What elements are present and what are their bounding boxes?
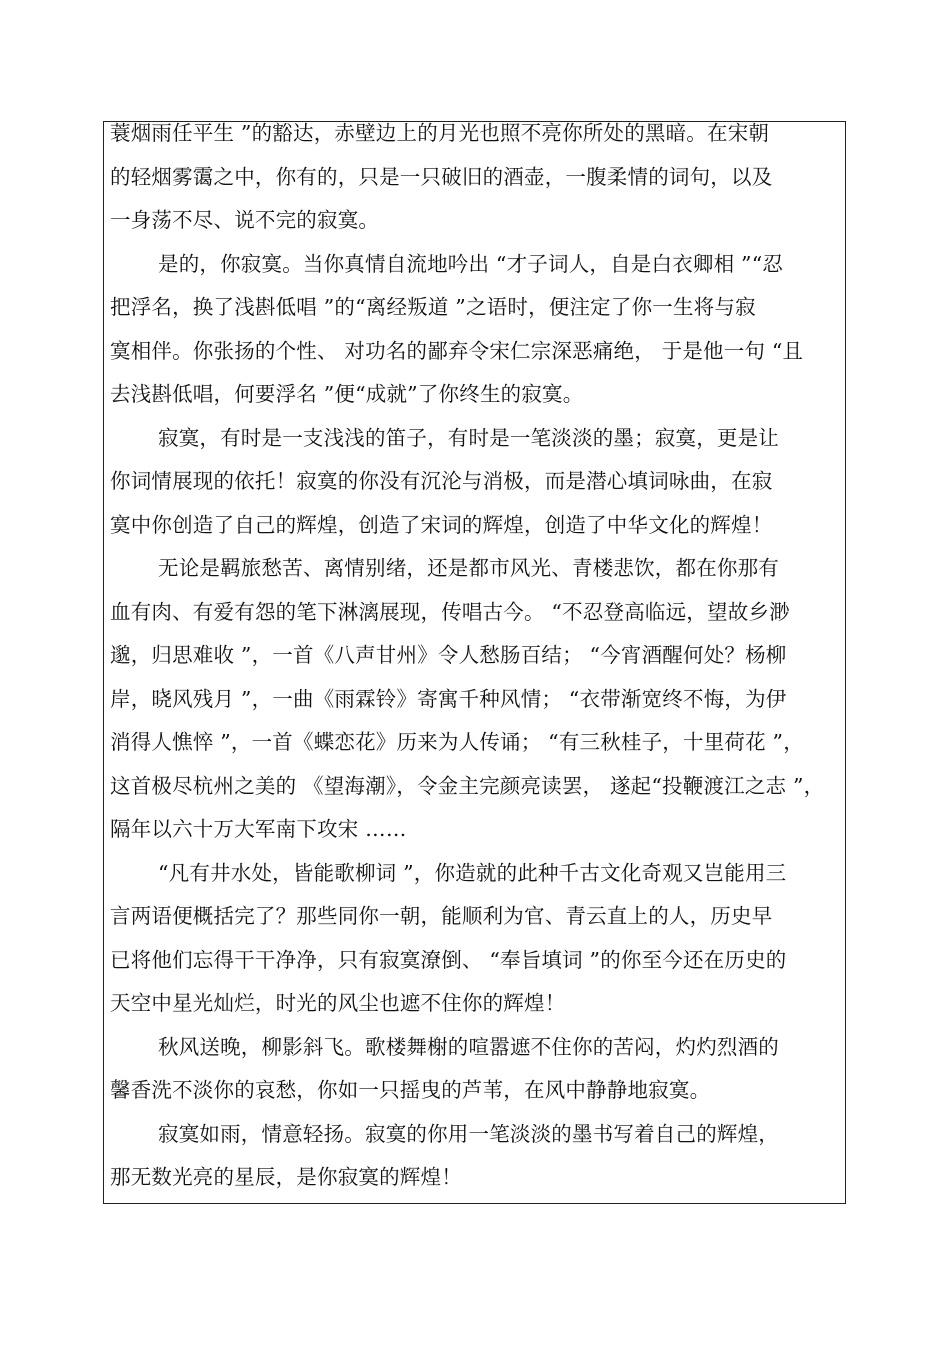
- text-line: 无论是羁旅愁苦、离情别绪，还是都市风光、青楼悲饮，都在你那有: [158, 556, 779, 580]
- text-line: 血有肉、有爱有怨的笔下淋漓展现，传唱古今。 “不忍登高临远，望故乡渺: [110, 599, 790, 624]
- text-line: 寞中你创造了自己的辉煌，创造了宋词的辉煌，创造了中华文化的辉煌！: [110, 512, 773, 537]
- paragraph-4: [110, 547, 846, 852]
- text-line: 是的，你寂寞。当你真情自流地吟出 “才子词人，自是白衣卿相 ”“忍: [158, 251, 784, 276]
- text-line: 一身荡不尽、说不完的寂寞。: [110, 208, 380, 232]
- paragraph-6: [110, 1026, 846, 1113]
- text-line: 寂寞如雨，情意轻扬。寂寞的你用一笔淡淡的墨书写着自己的辉煌，: [158, 1121, 779, 1146]
- text-line: 寞相伴。你张扬的个性、 对功名的鄙弃令宋仁宗深恶痛绝， 于是他一句 “且: [110, 338, 804, 363]
- text-line: 天空中星光灿烂，时光的风尘也遮不住你的辉煌！: [110, 991, 566, 1015]
- text-line: 岸，晓风残月 ”，一曲《雨霖铃》寄寓千种风情； “衣带渐宽终不悔，为伊: [110, 686, 787, 711]
- paragraph-3: [110, 417, 846, 548]
- text-line: 的轻烟雾霭之中，你有的，只是一只破旧的酒壶，一腹柔情的词句，以及: [110, 164, 773, 189]
- text-line: 你词情展现的依托！寂寞的你没有沉沦与消极，而是潜心填词咏曲，在寂: [110, 469, 773, 493]
- text-line: “凡有井水处，皆能歌柳词 ”，你造就的此种千古文化奇观又岂能用三: [158, 860, 787, 885]
- paragraph-1: [110, 112, 846, 243]
- text-line: 把浮名，换了浅斟低唱 ”的“离经叛道 ”之语时，便注定了你一生将与寂: [110, 295, 756, 319]
- text-line: 已将他们忘得干干净净，只有寂寞潦倒、 “奉旨填词 ”的你至今还在历史的: [110, 947, 787, 972]
- text-line: 那无数光亮的星辰，是你寂寞的辉煌！: [110, 1165, 462, 1189]
- text-line: 邈，归思难收 ”，一首《八声甘州》令人愁肠百结； “今宵酒醒何处？杨柳: [110, 643, 787, 667]
- paragraph-5: [110, 852, 846, 1026]
- text-line: 寂寞，有时是一支浅浅的笛子，有时是一笔淡淡的墨；寂寞，更是让: [158, 425, 779, 450]
- text-line: 消得人憔悴 ”，一首《蝶恋花》历来为人传诵； “有三秋桂子，十里荷花 ”，: [110, 730, 804, 754]
- text-line: 隔年以六十万大军南下攻宋 ……: [110, 817, 407, 841]
- text-line: 馨香洗不淡你的哀愁，你如一只摇曳的芦苇，在风中静静地寂寞。: [110, 1078, 711, 1102]
- paragraph-7: [110, 1113, 846, 1200]
- text-line: 这首极尽杭州之美的 《望海潮》，令金主完颜亮读罢， 遂起“投鞭渡江之志 ”，: [110, 773, 825, 798]
- essay-body: [110, 112, 846, 1200]
- text-line: 蓑烟雨任平生 ”的豁达，赤壁边上的月光也照不亮你所处的黑暗。在宋朝: [110, 121, 770, 145]
- paragraph-2: [110, 243, 846, 417]
- text-line: 言两语便概括完了？那些同你一朝，能顺利为官、青云直上的人，历史早: [110, 904, 773, 928]
- text-line: 秋风送晚，柳影斜飞。歌楼舞榭的喧嚣遮不住你的苦闷，灼灼烈酒的: [158, 1034, 779, 1059]
- text-line: 去浅斟低唱，何要浮名 ”便“成就”了你终生的寂寞。: [110, 382, 584, 406]
